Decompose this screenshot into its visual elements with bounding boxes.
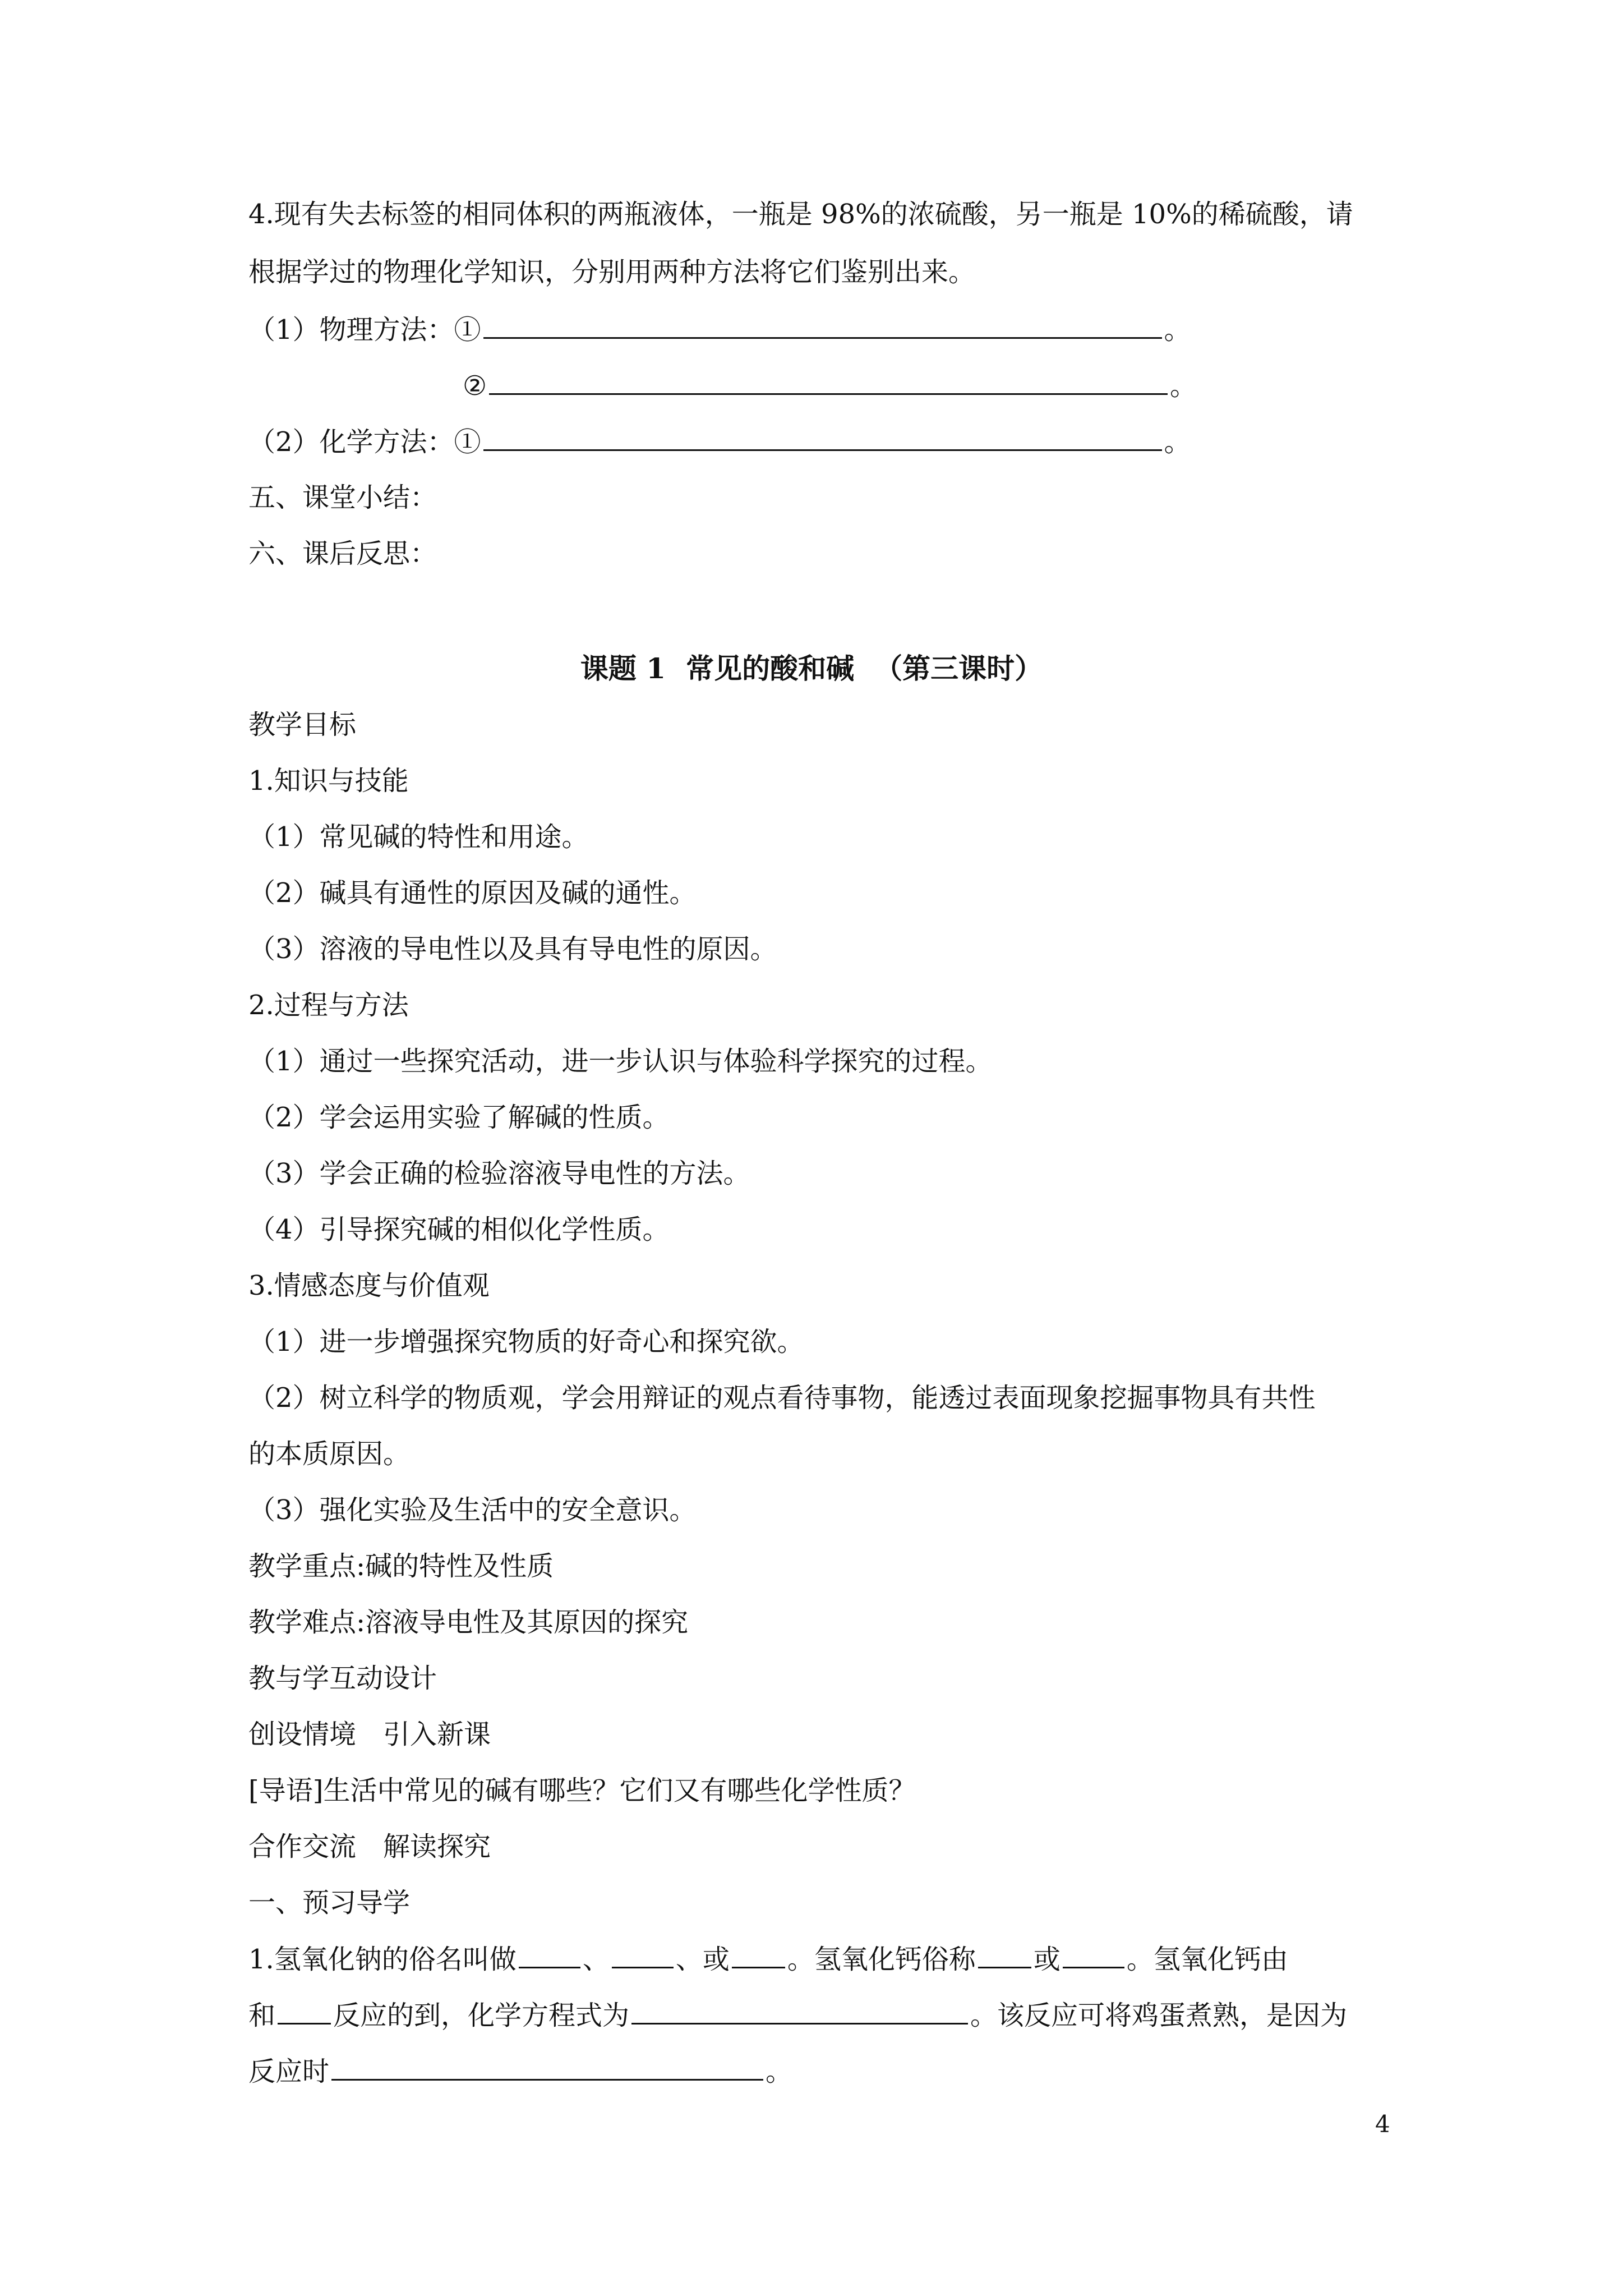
emotion-item-2a: （2）树立科学的物质观，学会用辩证的观点看待事物，能透过表面现象挖掘事物具有共性 xyxy=(248,1382,1316,1414)
q1-line3 xyxy=(248,2054,792,2088)
answer-blank[interactable] xyxy=(631,1998,968,2024)
q1-text: 。该反应可将鸡蛋煮熟，是因为 xyxy=(970,2000,1348,2031)
answer-blank[interactable] xyxy=(612,1942,674,1968)
q1-text: 反应时 xyxy=(248,2056,330,2087)
goals-heading: 教学目标 xyxy=(248,709,357,740)
emotion-heading: 3.情感态度与价值观 xyxy=(248,1270,490,1301)
chemical-method-label: （2）化学方法：① xyxy=(248,426,481,458)
process-item-2: （2）学会运用实验了解碱的性质。 xyxy=(248,1102,670,1133)
key-point: 教学重点:碱的特性及性质 xyxy=(248,1550,554,1582)
q1-text: 或 xyxy=(1033,1944,1061,1975)
lesson-title xyxy=(0,646,1623,687)
answer-blank[interactable] xyxy=(278,1998,331,2024)
cooperate-heading: 合作交流 解读探究 xyxy=(248,1831,491,1862)
process-item-3: （3）学会正确的检验溶液导电性的方法。 xyxy=(248,1158,750,1189)
physical-method-row-2 xyxy=(463,369,1197,403)
q4-line2: 根据学过的物理化学知识，分别用两种方法将它们鉴别出来。 xyxy=(248,256,976,288)
q4-line1: 4.现有失去标签的相同体积的两瓶液体，一瓶是 98%的浓硫酸，另一瓶是 10%的稀硫酸，请 xyxy=(248,199,1353,230)
q1-line1 xyxy=(248,1942,1288,1976)
process-heading: 2.过程与方法 xyxy=(248,990,409,1021)
knowledge-item-2: （2）碱具有通性的原因及碱的通性。 xyxy=(248,877,697,909)
interaction-design: 教与学互动设计 xyxy=(248,1663,437,1694)
q1-text: 。 xyxy=(766,2056,793,2087)
difficulty: 教学难点:溶液导电性及其原因的探究 xyxy=(248,1607,689,1638)
emotion-item-2b: 的本质原因。 xyxy=(248,1438,411,1470)
chemical-method-row xyxy=(248,425,1191,459)
lesson-period: （第三课时） xyxy=(874,652,1043,685)
knowledge-heading: 1.知识与技能 xyxy=(248,765,409,797)
q1-text: 和 xyxy=(248,2000,276,2031)
knowledge-item-3: （3）溶液的导电性以及具有导电性的原因。 xyxy=(248,933,777,965)
emotion-item-1: （1）进一步增强探究物质的好奇心和探究欲。 xyxy=(248,1326,804,1358)
answer-blank[interactable] xyxy=(519,1942,580,1968)
lesson-topic: 常见的酸和碱 xyxy=(686,652,855,685)
physical-method-label: （1）物理方法：① xyxy=(248,314,481,346)
physical-method-row-1 xyxy=(248,312,1191,347)
lesson-number: 课题 1 xyxy=(580,652,666,685)
period: 。 xyxy=(1164,426,1191,458)
answer-blank[interactable] xyxy=(732,1942,785,1968)
after-class-reflection: 六、课后反思： xyxy=(248,538,437,569)
period: 。 xyxy=(1164,314,1191,346)
emotion-item-3: （3）强化实验及生活中的安全意识。 xyxy=(248,1494,697,1526)
q1-text: 。氢氧化钙由 xyxy=(1126,1944,1288,1975)
circle-number-2: ② xyxy=(463,370,487,402)
process-item-4: （4）引导探究碱的相似化学性质。 xyxy=(248,1214,670,1245)
scene-intro: 创设情境 引入新课 xyxy=(248,1719,491,1750)
q1-line2 xyxy=(248,1998,1347,2032)
answer-blank[interactable] xyxy=(489,369,1168,395)
q1-text: 、或 xyxy=(675,1944,730,1975)
class-summary: 五、课堂小结： xyxy=(248,482,437,513)
preview-heading: 一、预习导学 xyxy=(248,1887,411,1918)
q1-text: 反应的到，化学方程式为 xyxy=(333,2000,630,2031)
answer-blank[interactable] xyxy=(483,312,1162,339)
answer-blank[interactable] xyxy=(331,2054,763,2081)
guide-text: [导语]生活中常见的碱有哪些？它们又有哪些化学性质？ xyxy=(248,1775,916,1806)
q1-text: 、 xyxy=(582,1944,610,1975)
period: 。 xyxy=(1170,370,1197,402)
process-item-1: （1）通过一些探究活动，进一步认识与体验科学探究的过程。 xyxy=(248,1046,993,1077)
knowledge-item-1: （1）常见碱的特性和用途。 xyxy=(248,821,589,853)
q1-text: 。氢氧化钙俗称 xyxy=(787,1944,976,1975)
answer-blank[interactable] xyxy=(978,1942,1031,1968)
answer-blank[interactable] xyxy=(483,425,1162,451)
q1-text: 1.氢氧化钠的俗名叫做 xyxy=(248,1944,517,1975)
page-number: 4 xyxy=(1375,2110,1390,2138)
answer-blank[interactable] xyxy=(1063,1942,1124,1968)
